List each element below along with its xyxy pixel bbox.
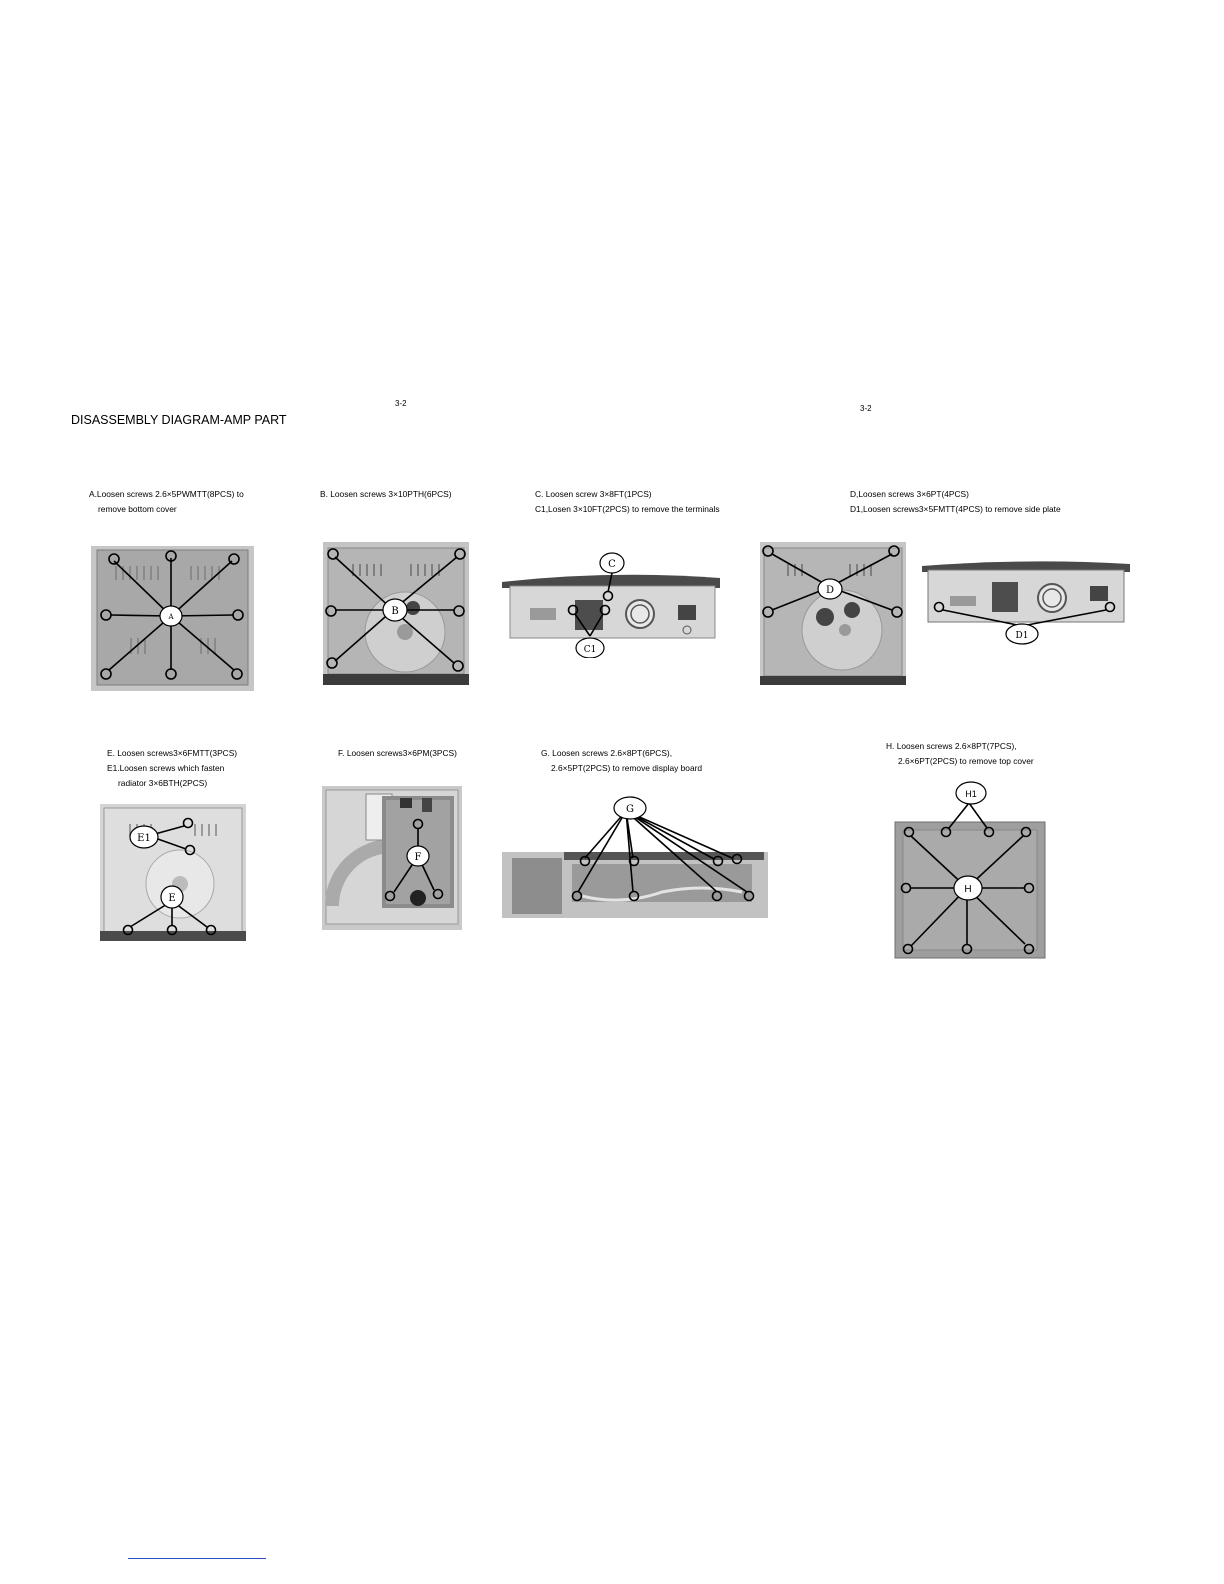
step-e-line1: E. Loosen screws3×6FMTT(3PCS)	[107, 748, 238, 758]
step-h-caption	[886, 739, 1034, 769]
footer-rule	[128, 1558, 266, 1559]
step-d-line1: D,Loosen screws 3×6PT(4PCS)	[850, 489, 969, 499]
callout-d-label: D	[825, 585, 835, 596]
step-d-line2: D1,Loosen screws3×5FMTT(4PCS) to remove side plate	[850, 504, 1061, 514]
page-number-left: 3-2	[395, 399, 407, 408]
step-f-line1: F. Loosen screws3×6PM(3PCS)	[338, 748, 457, 758]
step-c-caption	[535, 487, 720, 517]
step-e-caption	[107, 746, 237, 791]
step-e-line2: E1.Loosen screws which fasten	[107, 763, 225, 773]
callout-f-label: F	[414, 852, 422, 863]
photo-b-bottom-view	[323, 542, 469, 685]
step-g-line1: G. Loosen screws 2.6×8PT(6PCS),	[541, 748, 673, 758]
photo-g-display-board	[502, 796, 768, 920]
step-e-line3: radiator 3×6BTH(2PCS)	[118, 778, 208, 788]
step-d-caption	[850, 487, 1061, 517]
photo-h-top-cover	[887, 778, 1055, 964]
callout-h1-label: H1	[965, 789, 977, 799]
step-b-line1: B. Loosen screws 3×10PTH(6PCS)	[320, 489, 452, 499]
step-g-line2: 2.6×5PT(2PCS) to remove display board	[551, 763, 703, 773]
step-c-line1: C. Loosen screw 3×8FT(1PCS)	[535, 489, 652, 499]
step-b-caption	[320, 487, 452, 502]
step-f-caption	[338, 746, 457, 761]
callout-g-label: G	[626, 804, 634, 815]
page-title: DISASSEMBLY DIAGRAM-AMP PART	[71, 413, 287, 427]
callout-b-label: B	[391, 606, 399, 617]
photo-d-bottom-view	[760, 542, 906, 685]
photo-d1-side-panel	[920, 556, 1132, 648]
step-h-line1: H. Loosen screws 2.6×8PT(7PCS),	[886, 741, 1017, 751]
photo-e-bottom-view	[100, 804, 246, 941]
step-h-line2: 2.6×6PT(2PCS) to remove top cover	[898, 756, 1034, 766]
step-a-caption	[89, 487, 244, 517]
callout-d1-label: D1	[1015, 631, 1029, 641]
callout-e-label: E	[168, 893, 176, 904]
step-c-line2: C1,Losen 3×10FT(2PCS) to remove the terminals	[535, 504, 720, 514]
callout-c1-label: C1	[583, 645, 597, 655]
step-a-line2: remove bottom cover	[98, 504, 177, 514]
callout-a-label: A	[168, 613, 174, 621]
callout-c-label: C	[608, 559, 616, 570]
page-number-right: 3-2	[860, 404, 872, 413]
photo-a-bottom-view	[91, 546, 254, 691]
step-a-line1: A.Loosen screws 2.6×5PWMTT(8PCS) to	[89, 489, 244, 499]
step-g-caption	[541, 746, 702, 776]
photo-f-pcb-view	[322, 786, 462, 930]
photo-c-rear-panel	[500, 548, 722, 658]
callout-e1-label: E1	[137, 833, 151, 844]
callout-h-label: H	[964, 884, 972, 895]
